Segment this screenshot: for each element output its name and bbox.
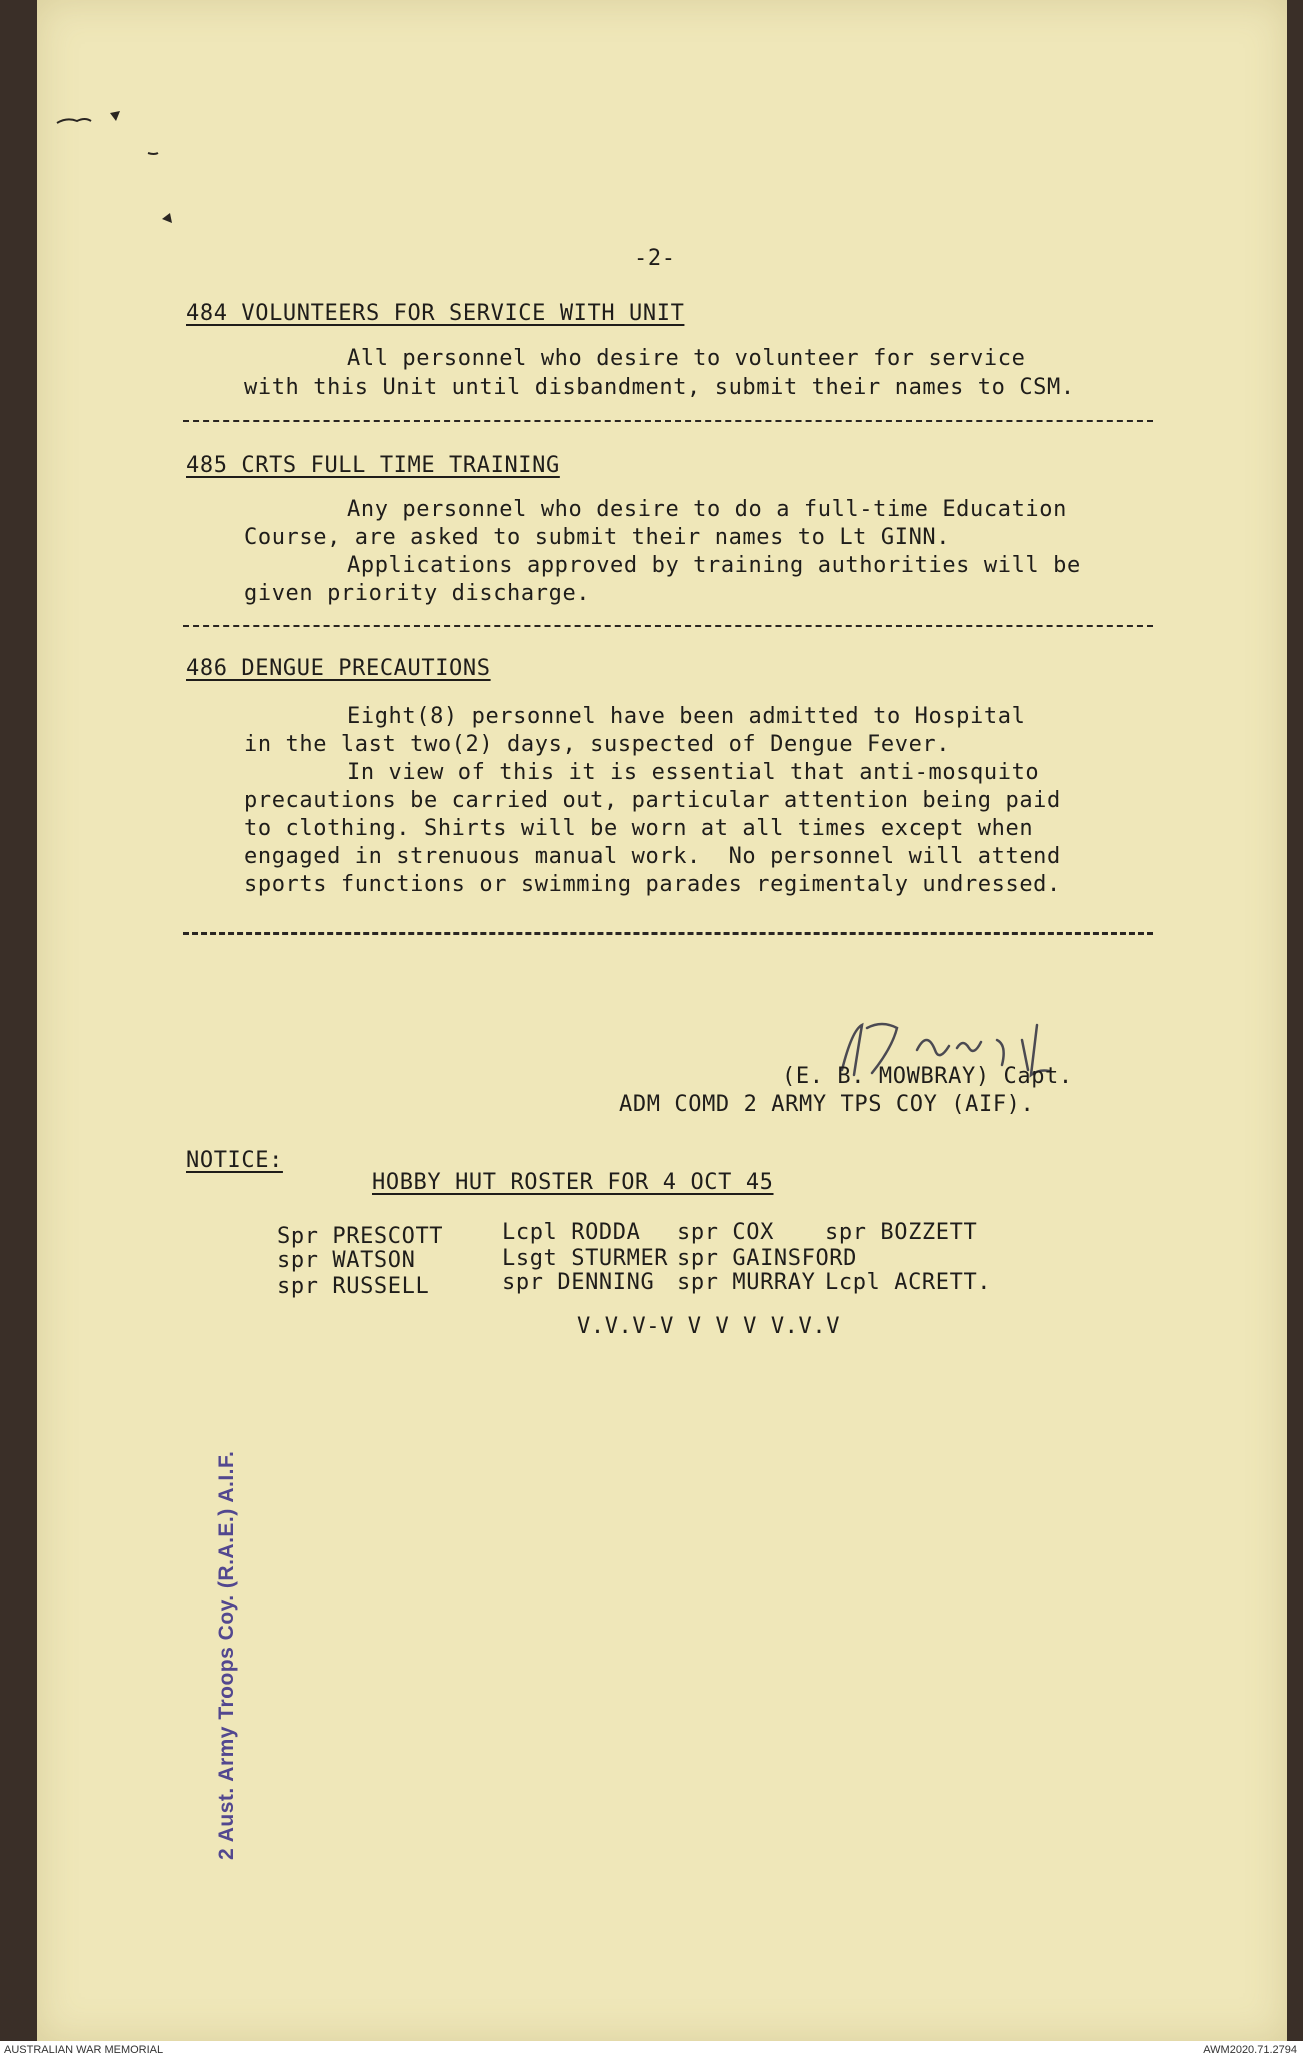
- roster-cell: Lsgt STURMER: [502, 1246, 669, 1271]
- section-484-line: All personnel who desire to volunteer for service: [347, 346, 1026, 371]
- roster-cell: spr DENNING: [502, 1270, 655, 1295]
- section-divider: [183, 625, 1153, 627]
- roster-cell: Spr PRESCOTT: [277, 1224, 444, 1249]
- section-486-line: in the last two(2) days, suspected of Dengue Fever.: [244, 732, 951, 757]
- footer-bar: [0, 2041, 1303, 2061]
- roster-cell: spr BOZZETT: [825, 1220, 978, 1245]
- notice-title: HOBBY HUT ROSTER FOR 4 OCT 45: [372, 1170, 774, 1195]
- section-heading-484: 484 VOLUNTEERS FOR SERVICE WITH UNIT: [186, 301, 685, 326]
- section-486-line: precautions be carried out, particular attention being paid: [244, 788, 1061, 813]
- section-484-line: with this Unit until disbandment, submit their names to CSM.: [244, 375, 1075, 400]
- roster-cell: spr MURRAY: [677, 1270, 816, 1295]
- footer-source: AUSTRALIAN WAR MEMORIAL: [4, 2044, 164, 2056]
- section-486-line: In view of this it is essential that anti-mosquito: [347, 760, 1040, 785]
- section-485-line: given priority discharge.: [244, 581, 591, 606]
- roster-cell: spr RUSSELL: [277, 1274, 430, 1299]
- end-mark: V.V.V-V V V V V.V.V: [577, 1314, 841, 1339]
- section-485-line: Course, are asked to submit their names to Lt GINN.: [244, 525, 951, 550]
- footer-id: AWM2020.71.2794: [1203, 2044, 1297, 2056]
- unit-stamp: 2 Aust. Army Troops Coy. (R.A.E.) A.I.F.: [215, 1450, 238, 1860]
- signature-title: ADM COMD 2 ARMY TPS COY (AIF).: [619, 1092, 1035, 1117]
- roster-cell: Lcpl ACRETT.: [825, 1270, 992, 1295]
- page-number: -2-: [634, 246, 676, 271]
- ink-mark: [52, 95, 172, 245]
- roster-cell: spr WATSON: [277, 1248, 416, 1273]
- section-486-line: engaged in strenuous manual work. No personnel will attend: [244, 844, 1061, 869]
- section-486-line: sports functions or swimming parades regimentaly undressed.: [244, 872, 1061, 897]
- document-page: [37, 0, 1287, 2041]
- section-486-line: Eight(8) personnel have been admitted to Hospital: [347, 704, 1026, 729]
- section-divider: [183, 420, 1153, 422]
- notice-label: NOTICE:: [186, 1148, 283, 1173]
- roster-cell: spr GAINSFORD: [677, 1246, 857, 1271]
- roster-cell: Lcpl RODDA: [502, 1220, 641, 1245]
- signature-name: (E. B. MOWBRAY) Capt.: [782, 1064, 1073, 1089]
- section-485-line: Applications approved by training authorities will be: [347, 553, 1081, 578]
- roster-cell: spr COX: [677, 1220, 774, 1245]
- section-heading-485: 485 CRTS FULL TIME TRAINING: [186, 453, 560, 478]
- section-divider: [183, 932, 1153, 935]
- section-heading-486: 486 DENGUE PRECAUTIONS: [186, 656, 491, 681]
- section-485-line: Any personnel who desire to do a full-time Education: [347, 497, 1067, 522]
- section-486-line: to clothing. Shirts will be worn at all times except when: [244, 816, 1034, 841]
